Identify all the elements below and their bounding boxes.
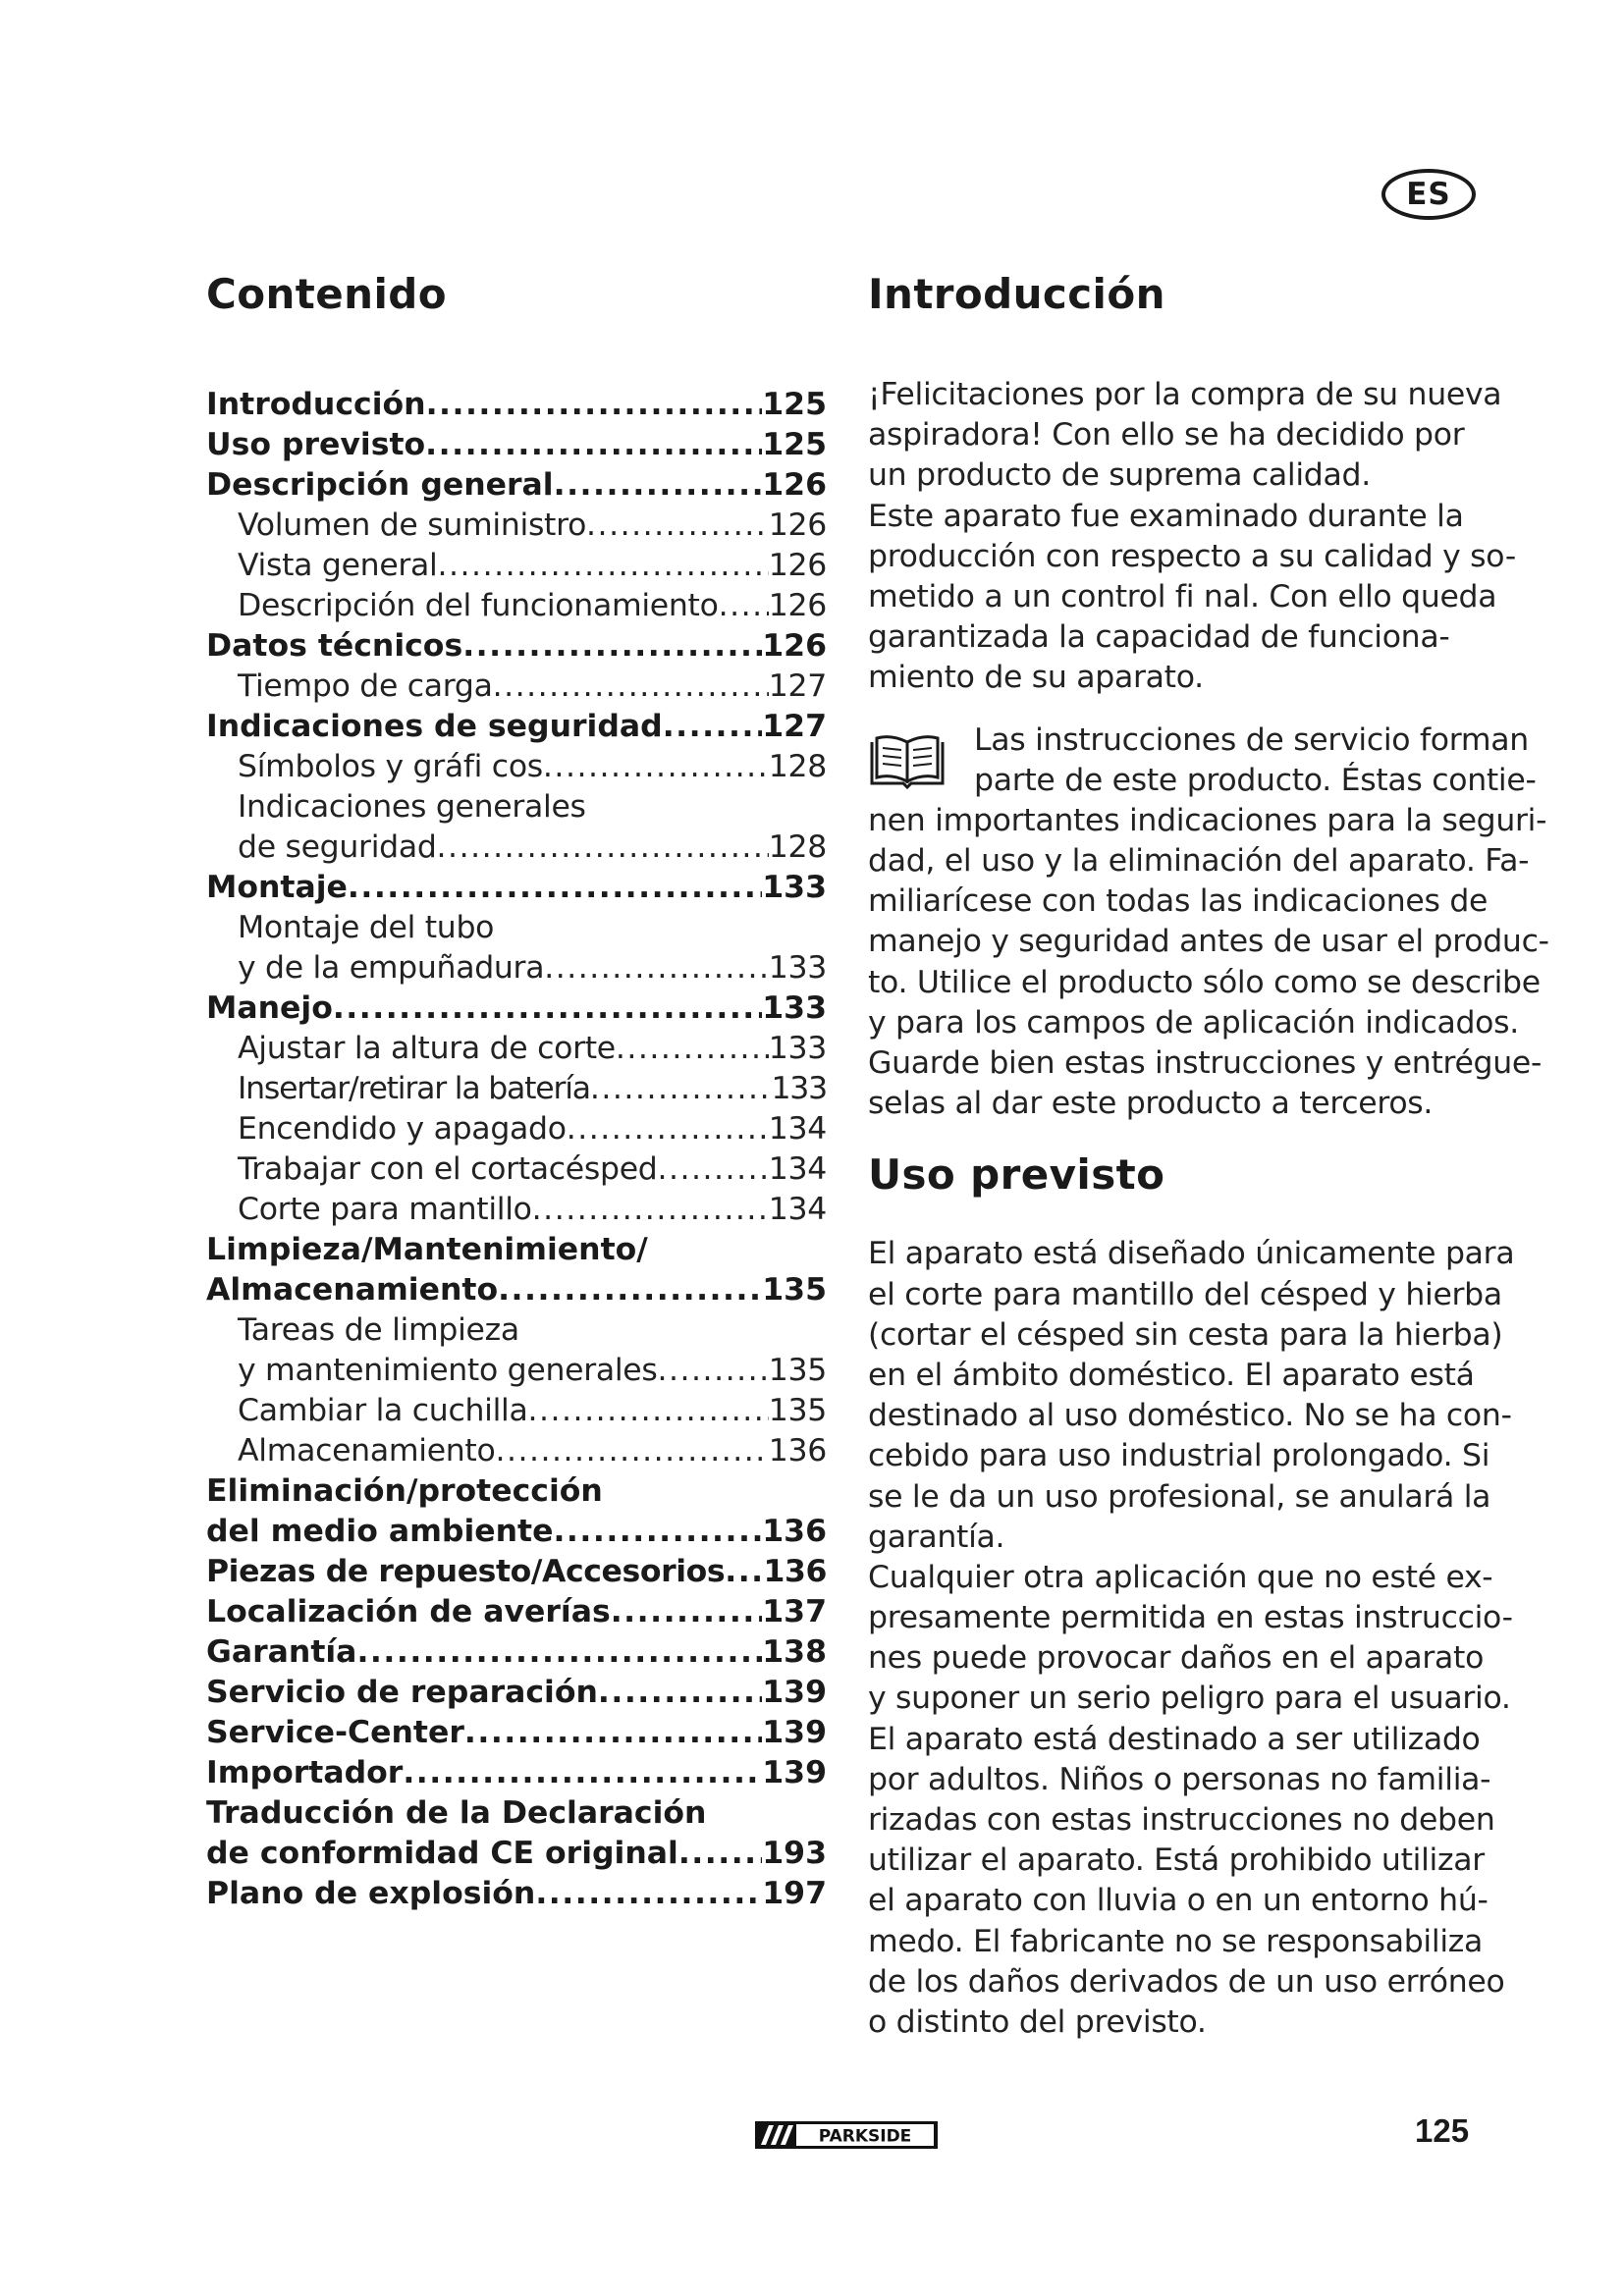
toc-subentry[interactable]: Insertar/retirar la batería ..... 133 bbox=[206, 1069, 827, 1109]
uso-heading: Uso previsto bbox=[868, 1150, 1165, 1200]
toc-entry[interactable]: Montaje ..... 133 bbox=[206, 868, 827, 908]
text-line: se le da un uso profesional, se anulará la bbox=[868, 1478, 1491, 1515]
text-line: o distinto del previsto. bbox=[868, 2003, 1207, 2040]
toc-subentry[interactable]: Indicaciones generales bbox=[238, 789, 586, 825]
text-line: garantía. bbox=[868, 1519, 1005, 1555]
toc-subentry[interactable]: de seguridad ..... 128 bbox=[206, 828, 827, 868]
text-line: Cualquier otra aplicación que no esté ex- bbox=[868, 1559, 1493, 1595]
text-line: cebido para uso industrial prolongado. Si bbox=[868, 1438, 1490, 1474]
text-line: parte de este producto. Éstas contie- bbox=[974, 762, 1537, 798]
text-line: aspiradora! Con ello se ha decidido por bbox=[868, 417, 1465, 454]
toc-entry[interactable]: del medio ambiente ..... 136 bbox=[206, 1512, 827, 1552]
toc-entry[interactable]: Limpieza/Mantenimiento/ bbox=[206, 1232, 648, 1267]
text-line: dad, el uso y la eliminación del aparato. Fa- bbox=[868, 843, 1530, 880]
toc-list bbox=[206, 385, 827, 1914]
text-line: ¡Felicitaciones por la compra de su nueva bbox=[868, 377, 1502, 412]
open-book-icon bbox=[868, 732, 947, 793]
text-line: nen importantes indicaciones para la seguri- bbox=[868, 802, 1547, 838]
toc-subentry[interactable]: Montaje del tubo bbox=[238, 910, 495, 945]
toc-entry[interactable]: Service-Center ..... 139 bbox=[206, 1713, 827, 1753]
svg-text:PARKSIDE: PARKSIDE bbox=[818, 2126, 912, 2147]
text-line: garantizada la capacidad de funciona- bbox=[868, 619, 1450, 656]
toc-entry[interactable]: Piezas de repuesto/Accesorios ..... 136 bbox=[206, 1552, 827, 1592]
text-line: el corte para mantillo del césped y hierba bbox=[868, 1276, 1502, 1312]
text-line: Guarde bien estas instrucciones y entrégue- bbox=[868, 1045, 1543, 1081]
toc-entry[interactable]: Servicio de reparación ..... 139 bbox=[206, 1673, 827, 1713]
toc-entry[interactable]: de conformidad CE original ..... 193 bbox=[206, 1834, 827, 1874]
text-line: producción con respecto a su calidad y so- bbox=[868, 538, 1516, 574]
intro-paragraph bbox=[868, 375, 1516, 699]
toc-subentry[interactable]: y mantenimiento generales ..... 135 bbox=[206, 1351, 827, 1391]
toc-entry[interactable]: Datos técnicos ..... 126 bbox=[206, 626, 827, 667]
toc-entry[interactable]: Plano de explosión ..... 197 bbox=[206, 1874, 827, 1914]
toc-subentry[interactable]: Trabajar con el cortacésped ..... 134 bbox=[206, 1149, 827, 1190]
text-line: el aparato con lluvia o en un entorno hú- bbox=[868, 1883, 1489, 1919]
text-line: miento de su aparato. bbox=[868, 660, 1204, 696]
toc-entry[interactable]: Uso previsto ..... 125 bbox=[206, 425, 827, 465]
toc-subentry[interactable]: Tiempo de carga ..... 127 bbox=[206, 667, 827, 707]
toc-entry[interactable]: Localización de averías ..... 137 bbox=[206, 1592, 827, 1632]
toc-subentry[interactable]: Descripción del funcionamiento ..... 126 bbox=[206, 586, 827, 626]
toc-subentry[interactable]: Cambiar la cuchilla ..... 135 bbox=[206, 1391, 827, 1431]
toc-entry[interactable]: Introducción ..... 125 bbox=[206, 385, 827, 425]
toc-subentry[interactable]: Ajustar la altura de corte ..... 133 bbox=[206, 1029, 827, 1069]
text-line: selas al dar este producto a terceros. bbox=[868, 1086, 1434, 1122]
text-line: y para los campos de aplicación indicados. bbox=[868, 1004, 1519, 1041]
text-line: por adultos. Niños o personas no familia- bbox=[868, 1761, 1491, 1797]
text-line: to. Utilice el producto sólo como se describe bbox=[868, 964, 1541, 1000]
text-line: metido a un control fi nal. Con ello queda bbox=[868, 578, 1497, 614]
language-badge: ES bbox=[1381, 169, 1476, 220]
toc-subentry[interactable]: Tareas de limpieza bbox=[238, 1312, 519, 1348]
toc-subentry[interactable]: Almacenamiento ..... 136 bbox=[206, 1431, 827, 1471]
toc-entry[interactable]: Eliminación/protección bbox=[206, 1473, 603, 1509]
text-line: El aparato está destinado a ser utilizado bbox=[868, 1721, 1481, 1757]
toc-subentry[interactable]: Corte para mantillo ..... 134 bbox=[206, 1190, 827, 1230]
text-line: (cortar el césped sin cesta para la hierba) bbox=[868, 1316, 1503, 1353]
text-line: Este aparato fue examinado durante la bbox=[868, 498, 1464, 534]
toc-subentry[interactable]: Vista general ..... 126 bbox=[206, 546, 827, 586]
text-line: de los daños derivados de un uso erróneo bbox=[868, 1963, 1505, 2000]
toc-entry[interactable]: Almacenamiento ..... 135 bbox=[206, 1270, 827, 1310]
toc-entry[interactable]: Indicaciones de seguridad ..... 127 bbox=[206, 707, 827, 747]
text-line: presamente permitida en estas instruccio- bbox=[868, 1600, 1513, 1636]
toc-entry[interactable]: Manejo ..... 133 bbox=[206, 988, 827, 1029]
text-line: un producto de suprema calidad. bbox=[868, 457, 1371, 494]
toc-entry[interactable]: Descripción general ..... 126 bbox=[206, 465, 827, 506]
toc-subentry[interactable]: Encendido y apagado ..... 134 bbox=[206, 1109, 827, 1149]
toc-title: Contenido bbox=[206, 270, 447, 318]
manual-note bbox=[868, 721, 1549, 1125]
text-line: Las instrucciones de servicio forman bbox=[974, 721, 1529, 758]
text-line: medo. El fabricante no se responsabiliza bbox=[868, 1923, 1484, 1959]
text-line: manejo y seguridad antes de usar el produc- bbox=[868, 924, 1549, 960]
text-line: en el ámbito doméstico. El aparato está bbox=[868, 1357, 1475, 1393]
uso-paragraph bbox=[868, 1234, 1515, 2043]
intro-heading: Introducción bbox=[868, 270, 1165, 318]
text-line: nes puede provocar daños en el aparato bbox=[868, 1640, 1485, 1677]
page-number: 125 bbox=[1415, 2112, 1470, 2149]
parkside-logo bbox=[755, 2121, 938, 2149]
toc-entry[interactable]: Importador ..... 139 bbox=[206, 1753, 827, 1793]
toc-entry[interactable]: Garantía ..... 138 bbox=[206, 1632, 827, 1673]
table-of-contents bbox=[206, 265, 827, 1914]
text-line: miliarícese con todas las indicaciones de bbox=[868, 883, 1489, 920]
text-line: destinado al uso doméstico. No se ha con- bbox=[868, 1398, 1512, 1434]
toc-entry[interactable]: Traducción de la Declaración bbox=[206, 1795, 707, 1831]
toc-subentry[interactable]: Volumen de suministro ..... 126 bbox=[206, 506, 827, 546]
text-line: y suponer un serio peligro para el usuario. bbox=[868, 1681, 1511, 1717]
text-line: rizadas con estas instrucciones no deben bbox=[868, 1802, 1495, 1838]
text-line: El aparato está diseñado únicamente para bbox=[868, 1236, 1515, 1272]
text-line: utilizar el aparato. Está prohibido utilizar bbox=[868, 1842, 1485, 1879]
toc-subentry[interactable]: y de la empuñadura ..... 133 bbox=[206, 948, 827, 988]
content-column bbox=[868, 265, 1549, 2043]
toc-subentry[interactable]: Símbolos y gráfi cos ..... 128 bbox=[206, 747, 827, 787]
